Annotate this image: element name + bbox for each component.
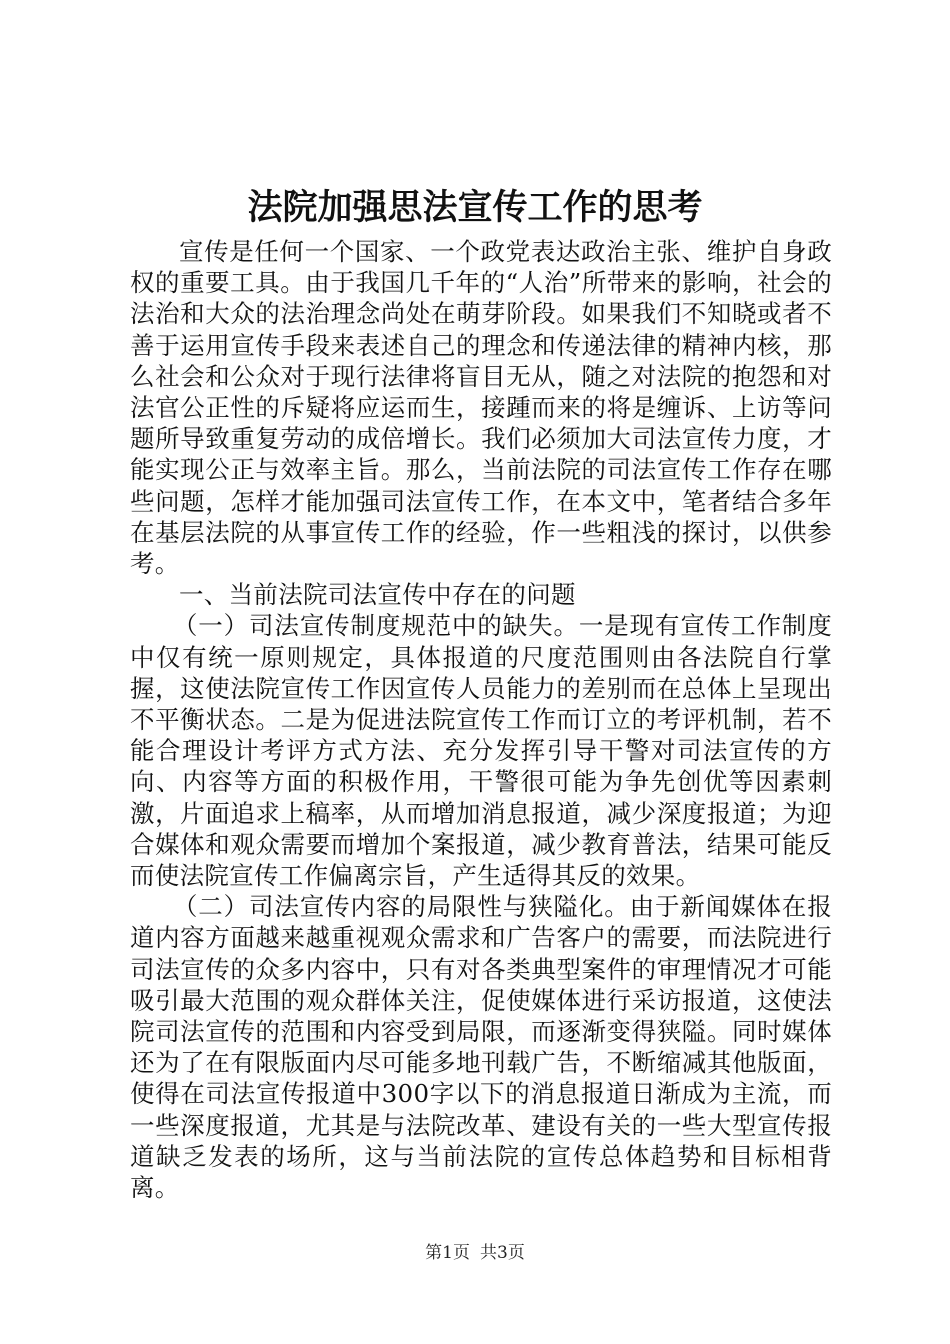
page-total: 共3页 [480,1243,525,1263]
section-heading: 一、当前法院司法宣传中存在的问题 [179,580,576,610]
document-title: 法院加强思法宣传工作的思考 [247,187,703,228]
paragraph-intro: 宣传是任何一个国家、一个政党表达政治主张、维护自身政权的重要工具。由于我国几千年的“人治”所带来的影响，社会的法治和大众的法治理念尚处在萌芽阶段。如果我们不知晓或者不善于运用宣传手段来表述自己的理念和传递法律的精神内核，那么社会和公众对于现行法律将盲目无从，随之对法院的抱怨和对法官公正性的斥疑将应运而生，接踵而来的将是缠诉、上访等问题所导致重复劳动的成倍增长。我们必须加大司法宣传力度，才能实现公正与效率主旨。那么，当前法院的司法宣传工作存在哪些问题，怎样才能加强司法宣传工作，在本文中，笔者结合多年在基层法院的从事宣传工作的经验，作一些粗浅的探讨，以供参考。 [130,237,832,579]
paragraph-sub-1: （一）司法宣传制度规范中的缺失。一是现有宣传工作制度中仅有统一原则规定，具体报道的尺度范围则由各法院自行掌握，这使法院宣传工作因宣传人员能力的差别而在总体上呈现出不平衡状态。二是为促进法院宣传工作而订立的考评机制，若不能合理设计考评方式方法、充分发挥引导干警对司法宣传的方向、内容等方面的积极作用，干警很可能为争先创优等因素刺激，片面追求上稿率，从而增加消息报道，减少深度报道；为迎合媒体和观众需要而增加个案报道，减少教育普法，结果可能反而使法院宣传工作偏离宗旨，产生适得其反的效果。 [130,611,832,891]
page-number: 第1页 [425,1243,470,1263]
paragraph-sub-2: （二）司法宣传内容的局限性与狭隘化。由于新闻媒体在报道内容方面越来越重视观众需求和广告客户的需要，而法院进行司法宣传的众多内容中，只有对各类典型案件的审理情况才可能吸引最大范围的观众群体关注，促使媒体进行采访报道，这使法院司法宣传的范围和内容受到局限，而逐渐变得狭隘。同时媒体还为了在有限版面内尽可能多地刊载广告，不断缩减其他版面，使得在司法宣传报道中300字以下的消息报道日渐成为主流，而一些深度报道，尤其是与法院改革、建设有关的一些大型宣传报道缺乏发表的场所，这与当前法院的宣传总体趋势和目标相背离。 [130,892,832,1203]
document-body [130,236,832,1203]
page-footer [0,1241,950,1265]
